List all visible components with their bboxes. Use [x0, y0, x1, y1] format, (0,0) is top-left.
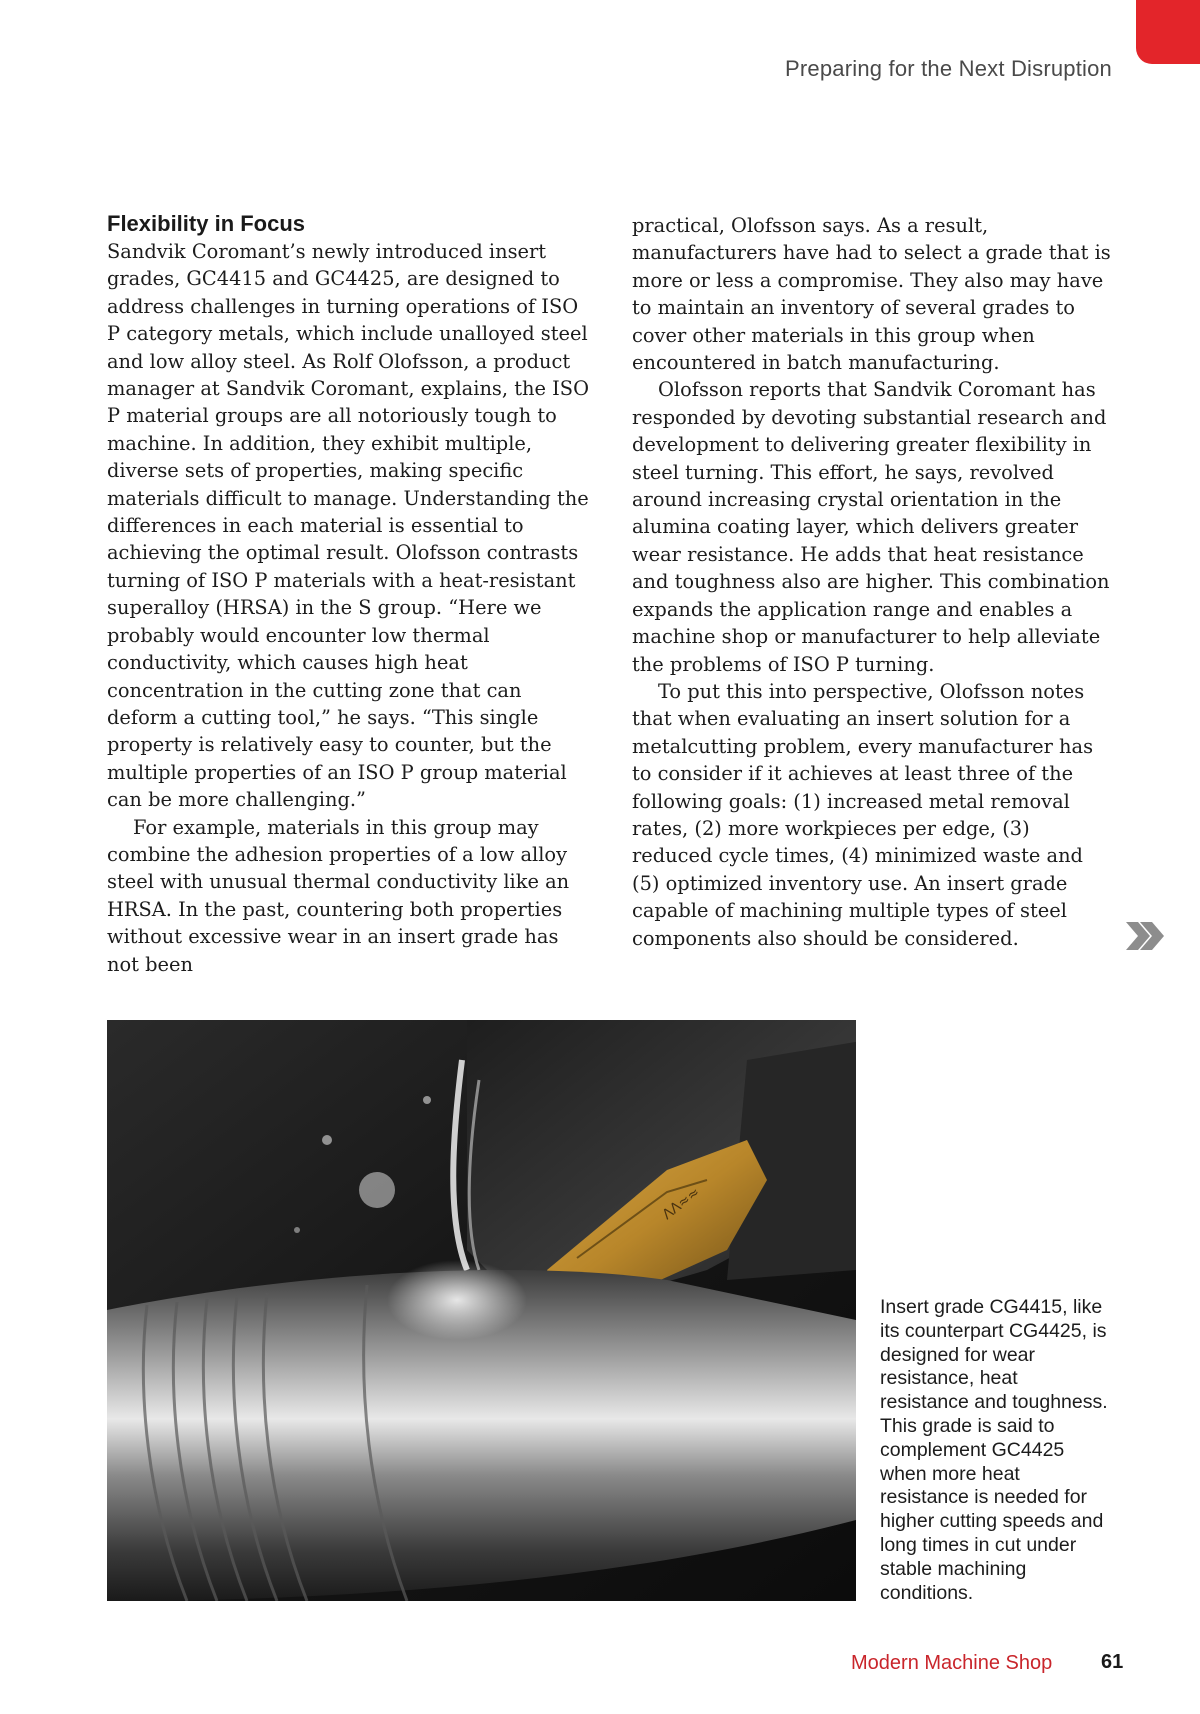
paragraph: For example, materials in this group may combine the adhesion properties of a low alloy steel with unusual thermal conductivity like an HRSA. In the past, countering both properties without excessive wear in an insert grade has not been	[107, 815, 570, 976]
photo-illustration	[107, 1020, 856, 1601]
article-column-left	[107, 210, 591, 978]
corner-tab	[1136, 0, 1200, 64]
insert-marking: ΛΛ≈≈	[659, 1184, 704, 1224]
magazine-name: Modern Machine Shop	[851, 1652, 1053, 1674]
page-number: 61	[1101, 1651, 1124, 1673]
paragraph: To put this into perspective, Olofsson notes that when evaluating an insert solution for a metalcutting problem, every manufacturer has to consider if it achieves at least three of the following goals: (1) increased metal removal rates, (2) more workpieces per edge, (3) reduced cycle times, (4) minimized waste and (5) optimized inventory use. An insert grade capable of machining multiple types of steel components also should be considered.	[632, 679, 1094, 950]
figure-caption: Insert grade CG4415, like its counterpart CG4425, is designed for wear resistance, heat resistance and toughness. This grade is said to complement GC4425 when more heat resistance is needed for higher cutting speeds and long times in cut under stable machining conditions.	[880, 1296, 1108, 1604]
paragraph: Sandvik Coromant’s newly introduced insert grades, GC4415 and GC4425, are designed to address challenges in turning operations of ISO P category metals, which include unalloyed steel and low alloy steel. As Rolf Olofsson, a product manager at Sandvik Coromant, explains, the ISO P material groups are all notoriously tough to machine. In addition, they exhibit multiple, diverse sets of properties, making specific materials difficult to manage. Understanding the differences in each material is essential to achieving the optimal result. Olofsson contrasts turning of ISO P materials with a heat-resistant superalloy (HRSA) in the S group. “Here we probably would encounter low thermal conductivity, which causes high heat concentration in the cutting zone that can deform a cutting tool,” he says. “This single property is relatively easy to counter, but the multiple properties of an ISO P group material can be more challenging.”	[107, 240, 589, 812]
section-heading: Flexibility in Focus	[107, 211, 306, 236]
double-chevron-right-icon	[1122, 916, 1166, 956]
turning-operation-photo	[107, 1020, 856, 1601]
running-head: Preparing for the Next Disruption	[785, 56, 1112, 81]
article-column-right	[632, 212, 1116, 952]
paragraph: Olofsson reports that Sandvik Coromant has responded by devoting substantial research and development to delivering greater flexibility in steel turning. This effort, he says, revolved around increasing crystal orientation in the alumina coating layer, which delivers greater wear resistance. He adds that heat resistance and toughness also are higher. This combination expands the application range and enables a machine shop or manufacturer to help alleviate the problems of ISO P turning.	[632, 378, 1110, 676]
paragraph: practical, Olofsson says. As a result, manufacturers have had to select a grade that is more or less a compromise. They also may have to maintain an inventory of several grades to cover other materials in this group when encountered in batch manufacturing.	[632, 214, 1111, 375]
